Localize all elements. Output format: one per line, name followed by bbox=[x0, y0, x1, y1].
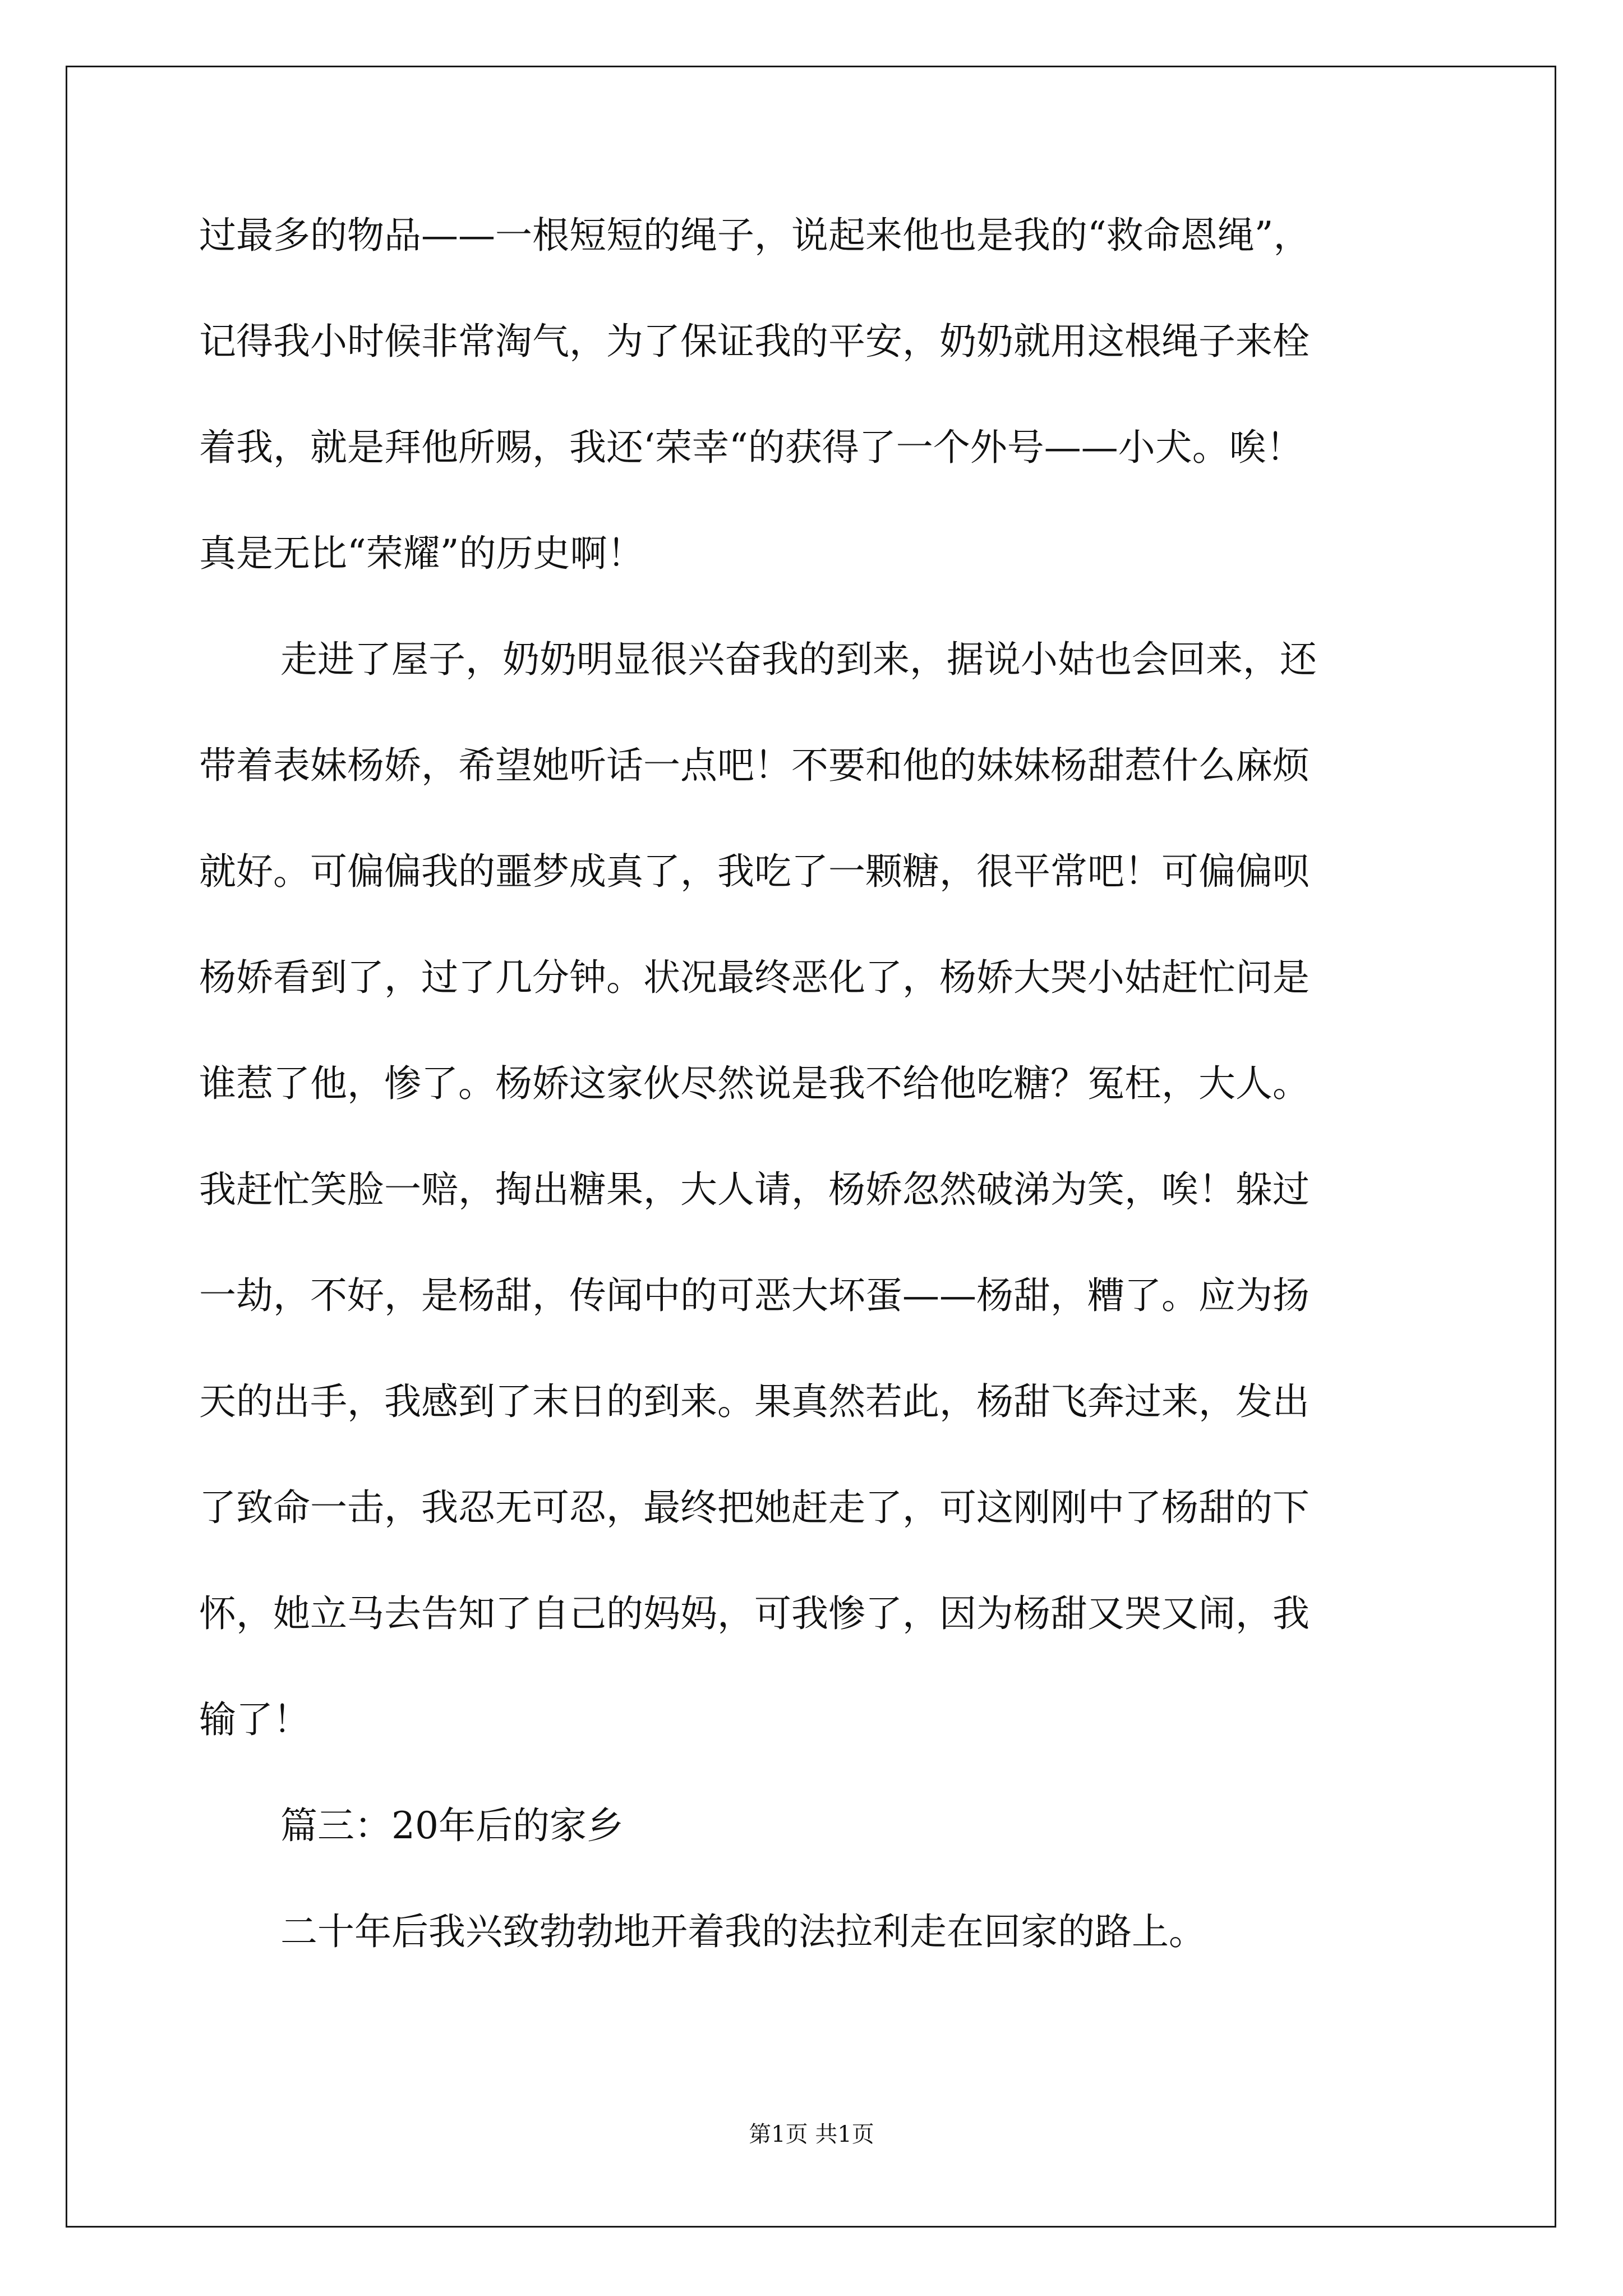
page-footer: 第1页 共1页 bbox=[749, 2122, 874, 2147]
text-line-1: 过最多的物品——一根短短的绳子，说起来他也是我的“救命恩绳”， bbox=[199, 214, 1311, 257]
text-line-15: 输了！ bbox=[199, 1698, 310, 1741]
section-heading: 篇三：20年后的家乡 bbox=[280, 1804, 624, 1847]
text-line-12: 天的出手，我感到了末日的到来。果真然若此，杨甜飞奔过来，发出 bbox=[199, 1380, 1310, 1423]
text-line-9: 谁惹了他，惨了。杨娇这家伙尽然说是我不给他吃糖？冤枉，大人。 bbox=[199, 1062, 1310, 1105]
text-line-2: 记得我小时候非常淘气，为了保证我的平安，奶奶就用这根绳子来栓 bbox=[199, 320, 1310, 363]
text-line-10: 我赶忙笑脸一赔，掏出糖果，大人请，杨娇忽然破涕为笑，唉！躲过 bbox=[199, 1168, 1310, 1211]
text-line-7: 就好。可偏偏我的噩梦成真了，我吃了一颗糖，很平常吧！可偏偏呗 bbox=[199, 850, 1310, 893]
text-line-6: 带着表妹杨娇，希望她听话一点吧！不要和他的妹妹杨甜惹什么麻烦 bbox=[199, 744, 1310, 787]
text-line-13: 了致命一击，我忍无可忍，最终把她赶走了，可这刚刚中了杨甜的下 bbox=[199, 1486, 1310, 1529]
text-line-8: 杨娇看到了，过了几分钟。状况最终恶化了，杨娇大哭小姑赶忙问是 bbox=[199, 956, 1310, 999]
text-line-11: 一劫，不好，是杨甜，传闻中的可恶大坏蛋——杨甜，糟了。应为扬 bbox=[199, 1274, 1310, 1317]
text-line-4: 真是无比“荣耀”的历史啊！ bbox=[199, 532, 644, 575]
paragraph-start-line-17: 二十年后我兴致勃勃地开着我的法拉利走在回家的路上。 bbox=[280, 1910, 1206, 1953]
paragraph-start-line-5: 走进了屋子，奶奶明显很兴奋我的到来，据说小姑也会回来，还 bbox=[280, 638, 1317, 681]
page-border bbox=[66, 66, 1556, 2228]
text-line-14: 怀，她立马去告知了自己的妈妈，可我惨了，因为杨甜又哭又闹，我 bbox=[199, 1592, 1310, 1635]
text-line-3: 着我，就是拜他所赐，我还‘荣幸“的获得了一个外号——小犬。唉！ bbox=[199, 426, 1303, 469]
